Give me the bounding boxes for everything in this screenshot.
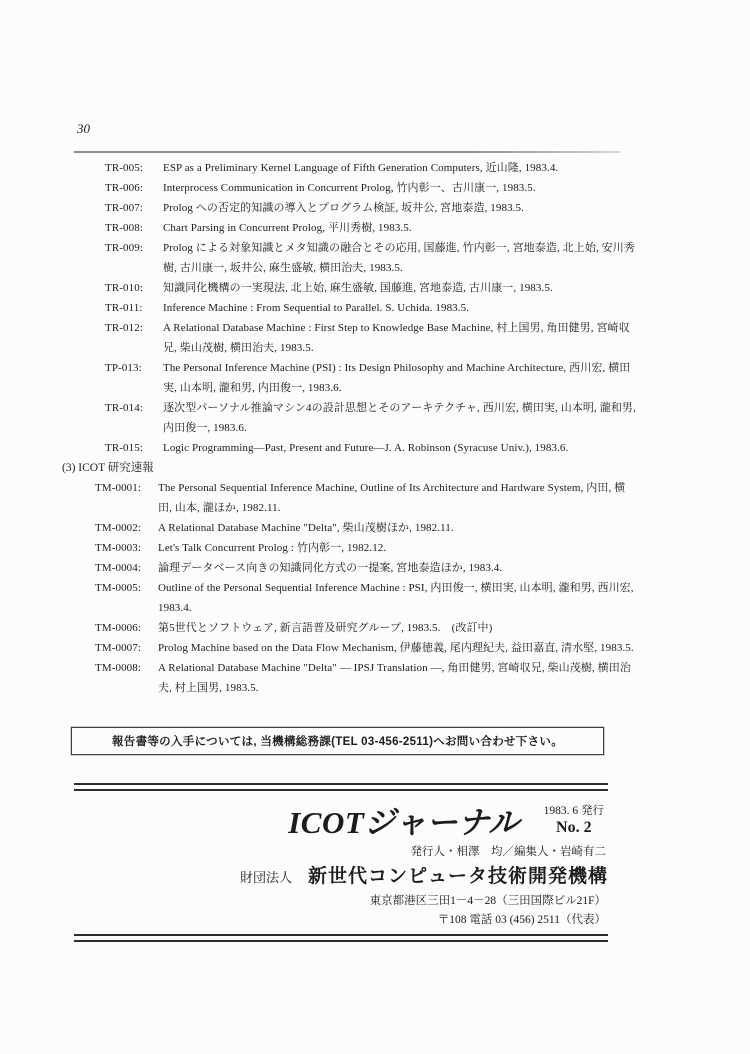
top-divider-rule: [74, 151, 620, 153]
organization-type: 財団法人: [239, 870, 292, 885]
entry-id: TR-010:: [105, 282, 143, 294]
report-entry: [0, 318, 750, 358]
entry-id: TM-0002:: [95, 522, 142, 534]
report-entry: [0, 198, 750, 218]
entry-text: 第5世代とソフトウェア, 新言語普及研究グループ, 1983.5. (改訂中): [158, 622, 493, 634]
issue-block: [544, 802, 608, 837]
report-entry: [0, 158, 750, 178]
section-heading: (3) ICOT 研究速報: [62, 462, 154, 474]
entry-id: TM-0007:: [95, 642, 142, 654]
entry-text: A Relational Database Machine : First Step to Knowledge Base Machine, 村上国男, 角田健男, 宮崎収兄, 柴山茂樹, 横田治夫, 1983.5.: [163, 322, 630, 354]
entry-id: TR-008:: [105, 222, 143, 234]
entry-text: Interprocess Communication in Concurrent Prolog, 竹内彰一、古川康一, 1983.5.: [163, 182, 536, 194]
report-entry: [0, 238, 750, 278]
entry-id: TR-012:: [105, 322, 143, 334]
colophon-top-rule: [74, 783, 608, 791]
entry-text: Prolog への否定的知識の導入とプログラム検証, 坂井公, 宮地泰造, 1983.5.: [163, 202, 524, 214]
report-entry: [0, 518, 750, 538]
report-entry: [0, 178, 750, 198]
entry-id: TR-014:: [105, 402, 143, 414]
technical-memo-list: [0, 478, 750, 698]
technical-report-list: [0, 158, 750, 458]
report-entry: [0, 658, 750, 698]
entry-id: TM-0004:: [95, 562, 142, 574]
entry-text: A Relational Database Machine "Delta", 柴山茂樹ほか, 1982.11.: [158, 522, 454, 534]
entry-id: TR-011:: [105, 302, 143, 314]
issue-date: 1983. 6 発行: [543, 804, 604, 817]
entry-text: Prolog による対象知識とメタ知識の融合とその応用, 国藤進, 竹内彰一, 宮地泰造, 北上始, 安川秀樹, 古川康一, 坂井公, 麻生盛敏, 横田治夫, 1983.5.: [163, 242, 635, 274]
entry-text: Let's Talk Concurrent Prolog : 竹内彰一, 1982.12.: [158, 542, 387, 554]
entry-text: Inference Machine : From Sequential to Parallel. S. Uchida. 1983.5.: [163, 302, 470, 314]
notice-box: [71, 727, 604, 755]
organization-row: [74, 861, 608, 888]
report-entry: [0, 298, 750, 318]
page-number: 30: [77, 121, 90, 136]
organization-name: 新世代コンピュータ技術開発機構: [307, 866, 608, 887]
entry-id: TP-013:: [105, 362, 142, 374]
entry-id: TR-015:: [105, 442, 143, 454]
report-entry: [0, 358, 750, 398]
entry-id: TM-0006:: [95, 622, 142, 634]
journal-title: ICOTジャーナル: [288, 804, 520, 840]
entry-text: Prolog Machine based on the Data Flow Mechanism, 伊藤徳義, 尾内理紀夫, 益田嘉直, 清水堅, 1983.5.: [158, 642, 634, 654]
journal-title-row: [74, 800, 608, 838]
entry-text: A Relational Database Machine "Delta" ― IPSJ Translation ―, 角田健男, 宮崎収兄, 柴山茂樹, 横田治夫, 村上国男, 1983.5.: [158, 662, 631, 694]
entry-text: Outline of the Personal Sequential Inference Machine : PSI, 内田俊一, 横田実, 山本明, 瀧和男, 西川宏, 1983.4.: [158, 582, 634, 614]
report-entry: [0, 578, 750, 618]
entry-text: The Personal Sequential Inference Machine, Outline of Its Architecture and Hardware System, 内田, 横田, 山本, 瀧ほか, 1982.11.: [158, 482, 626, 514]
address-line: 東京都港区三田1－4－28（三田国際ビル21F）: [369, 895, 606, 907]
issue-number: No. 2: [556, 818, 592, 836]
report-entry: [0, 558, 750, 578]
entry-id: TM-0008:: [95, 662, 142, 674]
entry-text: Logic Programming―Past, Present and Future―J. A. Robinson (Syracuse Univ.), 1983.6.: [163, 442, 569, 454]
entry-id: TR-009:: [105, 242, 143, 254]
entry-text: ESP as a Preliminary Kernel Language of Fifth Generation Computers, 近山隆, 1983.4.: [163, 162, 559, 174]
report-entry: [0, 398, 750, 438]
report-list: [0, 158, 750, 698]
report-entry: [0, 278, 750, 298]
entry-text: 論理データベース向きの知識同化方式の一提案, 宮地泰造ほか, 1983.4.: [158, 562, 503, 574]
colophon: [74, 783, 608, 942]
entry-id: TM-0003:: [95, 542, 142, 554]
notice-text: 報告書等の入手については, 当機構総務課(TEL 03-456-2511)へお問い合わせ下さい。: [111, 736, 563, 748]
report-entry: [0, 218, 750, 238]
entry-text: 知識同化機構の一実現法, 北上始, 麻生盛敏, 国藤進, 宮地泰造, 古川康一, 1983.5.: [163, 282, 553, 294]
report-entry: [0, 638, 750, 658]
entry-text: Chart Parsing in Concurrent Prolog, 平川秀樹, 1983.5.: [163, 222, 412, 234]
phone-line: 〒108 電話 03 (456) 2511（代表）: [437, 914, 606, 926]
entry-text: The Personal Inference Machine (PSI) : Its Design Philosophy and Machine Architecture, 西川宏, 横田実, 山本明, 瀧和男, 内田俊一, 1983.6.: [163, 362, 631, 394]
entry-id: TM-0005:: [95, 582, 142, 594]
entry-id: TR-006:: [105, 182, 143, 194]
report-entry: [0, 618, 750, 638]
report-entry: [0, 538, 750, 558]
entry-id: TM-0001:: [95, 482, 142, 494]
entry-text: 逐次型パーソナル推論マシン4の設計思想とそのアーキテクチャ, 西川宏, 横田実, 山本明, 瀧和男, 内田俊一, 1983.6.: [163, 402, 636, 434]
entry-id: TR-007:: [105, 202, 143, 214]
colophon-bottom-rule: [74, 934, 608, 942]
report-entry: [0, 438, 750, 458]
entry-id: TR-005:: [105, 162, 143, 174]
report-entry: [0, 478, 750, 518]
publisher-editor-line: 発行人・相澤 均／編集人・岩崎有二: [410, 846, 606, 858]
